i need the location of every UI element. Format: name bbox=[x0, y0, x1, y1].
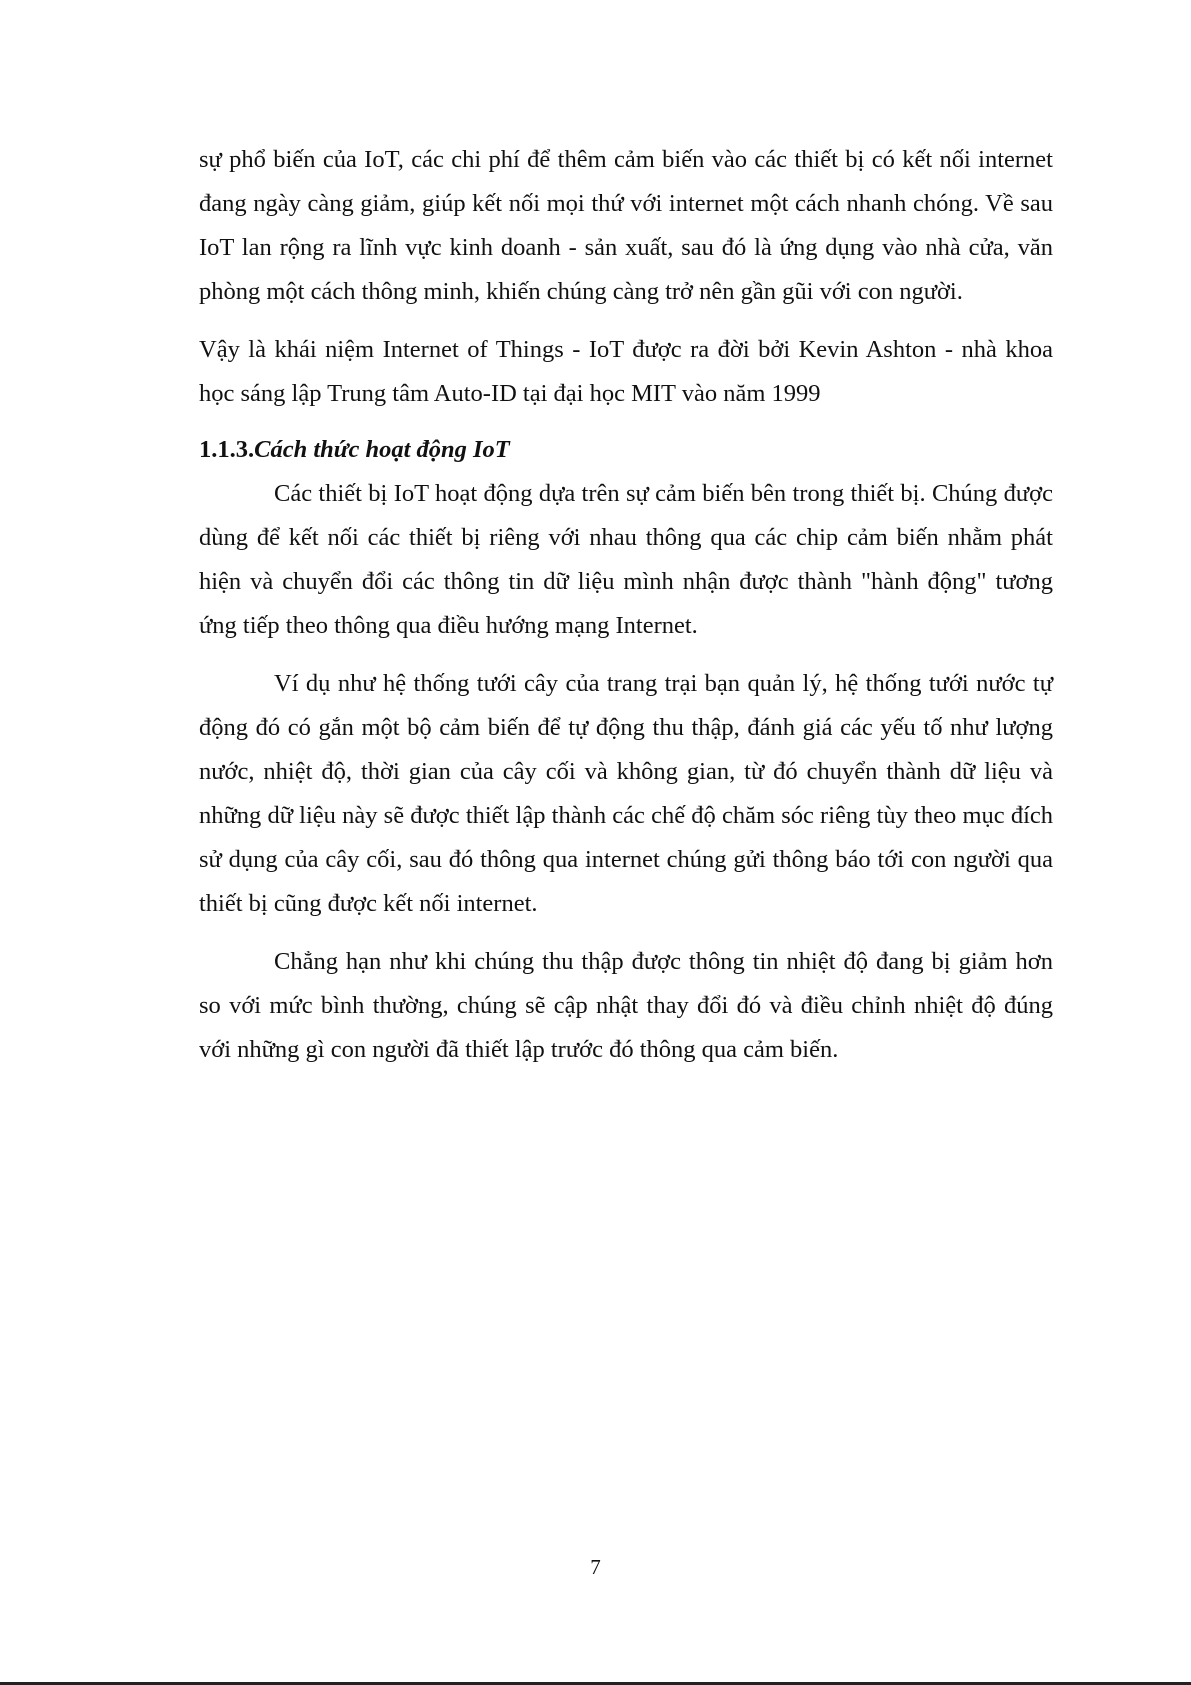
page-number: 7 bbox=[590, 1555, 601, 1579]
section-heading bbox=[199, 428, 1053, 472]
paragraph-temperature-example: Chẳng hạn như khi chúng thu thập được thông tin nhiệt độ đang bị giảm hơn so với mức bình thường, chúng sẽ cập nhật thay đổi đó và điều chỉnh nhiệt độ đúng với những gì con người đã thiết lập trước đó thông qua cảm biến. bbox=[199, 948, 1053, 1063]
paragraph-irrigation-example: Ví dụ như hệ thống tưới cây của trang trại bạn quản lý, hệ thống tưới nước tự động đó có gắn một bộ cảm biến để tự động thu thập, đánh giá các yếu tố như lượng nước, nhiệt độ, thời gian của cây cối và không gian, từ đó chuyển thành dữ liệu và những dữ liệu này sẽ được thiết lập thành các chế độ chăm sóc riêng tùy theo mục đích sử dụng của cây cối, sau đó thông qua internet chúng gửi thông báo tới con người qua thiết bị cũng được kết nối internet. bbox=[199, 670, 1053, 917]
paragraph-iot-operation: Các thiết bị IoT hoạt động dựa trên sự cảm biến bên trong thiết bị. Chúng được dùng để kết nối các thiết bị riêng với nhau thông qua các chip cảm biến nhằm phát hiện và chuyển đổi các thông tin dữ liệu mình nhận được thành "hành động" tương ứng tiếp theo thông qua điều hướng mạng Internet. bbox=[199, 480, 1053, 639]
paragraph-iot-popularity: sự phổ biến của IoT, các chi phí để thêm cảm biến vào các thiết bị có kết nối internet đang ngày càng giảm, giúp kết nối mọi thứ với internet một cách nhanh chóng. Về sau IoT lan rộng ra lĩnh vực kinh doanh - sản xuất, sau đó là ứng dụng vào nhà cửa, văn phòng một cách thông minh, khiến chúng càng trở nên gần gũi với con người. bbox=[199, 146, 1053, 305]
paragraph-iot-origin: Vậy là khái niệm Internet of Things - IoT được ra đời bởi Kevin Ashton - nhà khoa học sáng lập Trung tâm Auto-ID tại đại học MIT vào năm 1999 bbox=[199, 336, 1053, 407]
section-number: 1.1.3. bbox=[199, 436, 255, 463]
document-page bbox=[199, 138, 1053, 1072]
section-title: Cách thức hoạt động IoT bbox=[254, 436, 510, 463]
